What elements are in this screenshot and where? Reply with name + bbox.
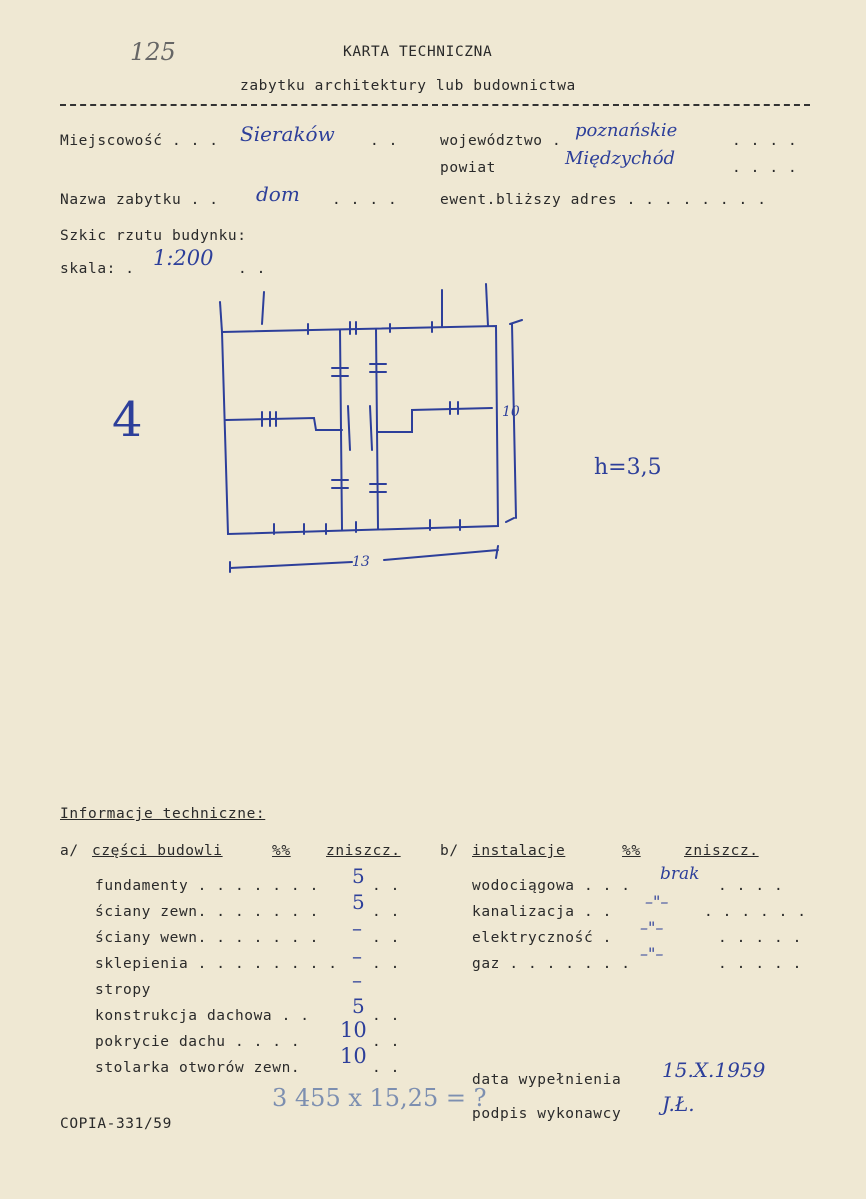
installation-label: elektryczność . (472, 930, 612, 946)
card-title: KARTA TECHNICZNA (343, 44, 493, 60)
part-label: stropy (95, 982, 151, 998)
installation-label: wodociągowa . . . (472, 878, 631, 894)
wojewodztwo-label: województwo . (440, 133, 562, 149)
part-label: pokrycie dachu . . . . (95, 1034, 301, 1050)
miejscowosc-dots: . . (370, 133, 398, 149)
technical-heading: Informacje techniczne: (60, 806, 266, 822)
nazwa-value: dom (256, 182, 300, 206)
b-zniszcz: zniszcz. (684, 843, 759, 859)
b-prefix: b/ (440, 843, 459, 859)
miejscowosc-label: Miejscowość . . . (60, 133, 219, 149)
part-dots: . . (372, 878, 400, 894)
width-dimension: 13 (352, 554, 370, 570)
part-dots: . . (372, 1008, 400, 1024)
powiat-dots: . . . . (732, 160, 798, 176)
installation-value: brak (660, 864, 700, 884)
data-value: 15.X.1959 (662, 1058, 766, 1082)
part-label: fundamenty . . . . . . . (95, 878, 319, 894)
installation-dots: . . . . . (718, 930, 802, 946)
a-pct: %% (272, 843, 291, 859)
wojewodztwo-dots: . . . . (732, 133, 798, 149)
powiat-value: Międzychód (565, 148, 676, 169)
skala-label: skala: . (60, 261, 135, 277)
installation-dots: . . . . (718, 878, 784, 894)
header-divider (60, 104, 810, 106)
a-header: części budowli (92, 843, 223, 859)
a-prefix: a/ (60, 843, 79, 859)
szkic-label: Szkic rzutu budynku: (60, 228, 247, 244)
part-value: 10 (340, 1044, 367, 1068)
calculation-note: 3 455 x 15,25 = ? (272, 1084, 487, 1112)
installation-value: –"– (640, 944, 664, 963)
part-label: ściany wewn. . . . . . . (95, 930, 319, 946)
height-value: h=3,5 (594, 455, 662, 480)
a-zniszcz: zniszcz. (326, 843, 401, 859)
part-dots: . . (372, 904, 400, 920)
floor-plan-sketch (200, 280, 540, 580)
powiat-label: powiat (440, 160, 496, 176)
part-value: 5 (352, 994, 365, 1018)
part-label: ściany zewn. . . . . . . (95, 904, 319, 920)
part-value: 5 (352, 890, 365, 914)
nazwa-dots: . . . . (332, 192, 398, 208)
part-label: stolarka otworów zewn. (95, 1060, 301, 1076)
nazwa-label: Nazwa zabytku . . (60, 192, 219, 208)
copy-reference: COPIA-331/59 (60, 1116, 172, 1132)
installation-dots: . . . . . . (704, 904, 807, 920)
installation-value: –"– (640, 918, 664, 937)
part-label: sklepienia . . . . . . . . (95, 956, 338, 972)
wojewodztwo-value: poznańskie (575, 120, 678, 141)
part-dots: . . (372, 930, 400, 946)
adres-label: ewent.bliższy adres . . . . . . . . (440, 192, 767, 208)
installation-label: gaz . . . . . . . (472, 956, 631, 972)
skala-value: 1:200 (153, 246, 214, 270)
part-label: konstrukcja dachowa . . (95, 1008, 310, 1024)
data-label: data wypełnienia (472, 1072, 622, 1088)
part-dots: . . (372, 1034, 400, 1050)
installation-dots: . . . . . (718, 956, 802, 972)
skala-dots: . . (238, 261, 266, 277)
corner-number: 125 (130, 38, 176, 66)
part-dots: . . (372, 1060, 400, 1076)
part-value: – (352, 944, 362, 968)
side-number: 4 (112, 392, 143, 448)
installation-value: –"– (645, 892, 669, 911)
miejscowosc-value: Sieraków (240, 122, 335, 146)
part-value: 5 (352, 864, 365, 888)
part-value: – (352, 916, 362, 940)
b-header: instalacje (472, 843, 566, 859)
part-value: – (352, 968, 362, 992)
b-pct: %% (622, 843, 641, 859)
podpis-label: podpis wykonawcy (472, 1106, 622, 1122)
installation-label: kanalizacja . . (472, 904, 612, 920)
part-value: 10 (340, 1018, 367, 1042)
podpis-value: J.Ł. (662, 1092, 695, 1116)
card-subtitle: zabytku architektury lub budownictwa (240, 78, 576, 94)
part-dots: . . (372, 956, 400, 972)
height-dimension: 10 (502, 404, 520, 420)
